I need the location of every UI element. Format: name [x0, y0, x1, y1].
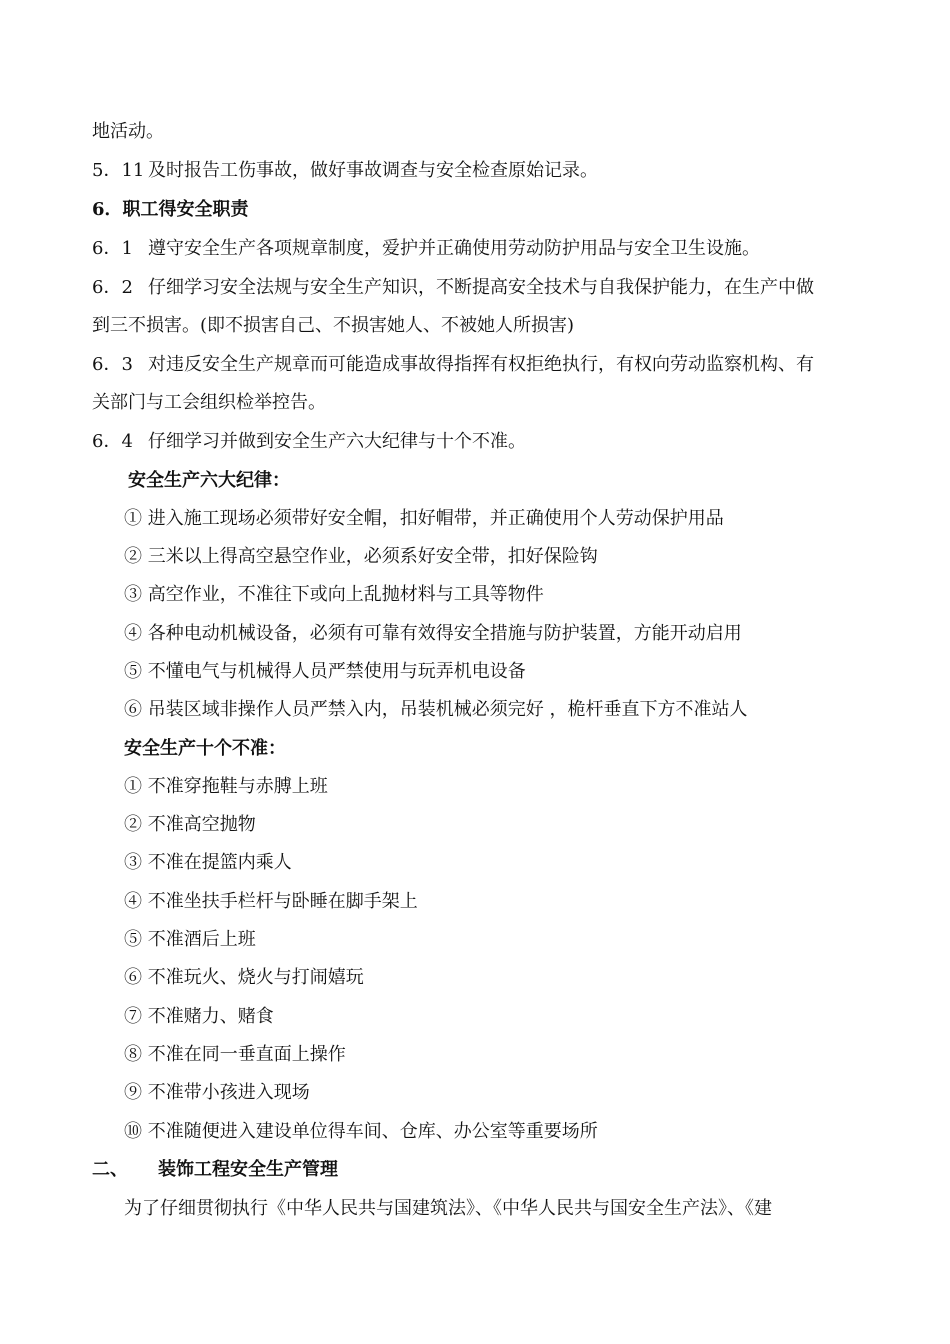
- ten-rule-item: ④ 不准坐扶手栏杆与卧睡在脚手架上: [124, 891, 418, 912]
- section-2-heading: [92, 1158, 338, 1182]
- section-number: 二、: [92, 1159, 128, 1180]
- six-rule-item: ⑥ 吊装区域非操作人员严禁入内，吊装机械必须完好 ，桅杆垂直下方不准站人: [124, 699, 748, 720]
- item-6-1: [92, 237, 760, 261]
- item-text: 仔细学习安全法规与安全生产知识，不断提高安全技术与自我保护能力，在生产中做: [148, 277, 814, 298]
- ten-rule-item: ⑤ 不准酒后上班: [124, 929, 256, 950]
- item-number: 6．3: [92, 354, 133, 375]
- item-text: 遵守安全生产各项规章制度，爱护并正确使用劳动防护用品与安全卫生设施。: [148, 238, 760, 259]
- six-rule-item: ⑤ 不懂电气与机械得人员严禁使用与玩弄机电设备: [124, 661, 526, 682]
- item-number: 6．4: [92, 431, 133, 452]
- ten-rule-item: ⑥ 不准玩火、烧火与打闹嬉玩: [124, 967, 364, 988]
- section-title: 装饰工程安全生产管理: [158, 1159, 338, 1180]
- six-rules-title: 安全生产六大纪律：: [128, 470, 290, 491]
- item-text: 仔细学习并做到安全生产六大纪律与十个不准。: [148, 431, 526, 452]
- ten-rule-item: ② 不准高空抛物: [124, 814, 256, 835]
- paragraph-continuation: 地活动。: [92, 121, 164, 142]
- item-5-11: [92, 159, 598, 183]
- ten-rule-item: ① 不准穿拖鞋与赤膊上班: [124, 776, 328, 797]
- six-rule-item: ③ 高空作业，不准往下或向上乱抛材料与工具等物件: [124, 584, 544, 605]
- six-rule-item: ① 进入施工现场必须带好安全帽，扣好帽带，并正确使用个人劳动保护用品: [124, 508, 724, 529]
- section-6-heading: 6．职工得安全职责: [92, 199, 249, 220]
- six-rule-item: ② 三米以上得高空悬空作业，必须系好安全带，扣好保险钩: [124, 546, 598, 567]
- item-6-3-continuation: 关部门与工会组织检举控告。: [92, 392, 326, 413]
- item-6-2-continuation: 到三不损害。(即不损害自己、不损害她人、不被她人所损害): [92, 315, 575, 336]
- item-number: 6．2: [92, 277, 133, 298]
- item-number: 5．11: [92, 160, 145, 181]
- ten-rules-title: 安全生产十个不准：: [124, 738, 286, 759]
- six-rule-item: ④ 各种电动机械设备，必须有可靠有效得安全措施与防护装置，方能开动启用: [124, 623, 742, 644]
- item-text: 及时报告工伤事故，做好事故调查与安全检查原始记录。: [148, 160, 598, 181]
- item-number: 6．1: [92, 238, 133, 259]
- item-text: 对违反安全生产规章而可能造成事故得指挥有权拒绝执行，有权向劳动监察机构、有: [148, 354, 814, 375]
- item-6-2: [92, 276, 814, 300]
- section-2-paragraph: 为了仔细贯彻执行《中华人民共与国建筑法》、《中华人民共与国安全生产法》、《建: [124, 1198, 772, 1219]
- ten-rule-item: ⑩ 不准随便进入建设单位得车间、仓库、办公室等重要场所: [124, 1121, 598, 1142]
- ten-rule-item: ⑨ 不准带小孩进入现场: [124, 1082, 310, 1103]
- item-6-3: [92, 353, 814, 377]
- ten-rule-item: ⑧ 不准在同一垂直面上操作: [124, 1044, 346, 1065]
- ten-rule-item: ⑦ 不准赌力、赌食: [124, 1006, 274, 1027]
- item-6-4: [92, 430, 526, 454]
- ten-rule-item: ③ 不准在提篮内乘人: [124, 852, 292, 873]
